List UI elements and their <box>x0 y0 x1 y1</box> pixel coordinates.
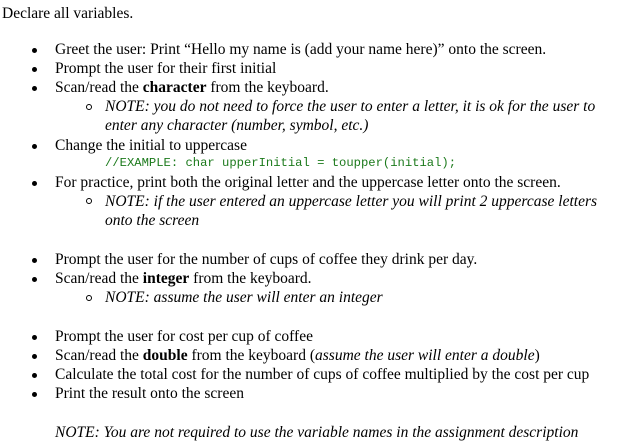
bullet-icon <box>32 86 37 91</box>
bullet-icon <box>32 144 37 149</box>
list-item-scan-integer <box>55 269 312 288</box>
bullet-icon <box>32 181 37 186</box>
scan-char-text-end: from the keyboard. <box>206 79 329 96</box>
scan-double-keyword: double <box>142 347 188 364</box>
sub-bullet-icon <box>86 198 92 204</box>
sub-bullet-icon <box>86 295 92 301</box>
list-item-calculate: Calculate the total cost for the number of cups of coffee multiplied by the cost per cup <box>55 366 590 383</box>
note-uppercase-line2: onto the screen <box>105 212 200 229</box>
scan-double-text: Scan/read the <box>55 347 143 364</box>
scan-int-keyword: integer <box>142 270 190 287</box>
list-item-practice: For practice, print both the original letter and the uppercase letter onto the screen. <box>55 174 561 191</box>
scan-int-text: Scan/read the <box>55 270 143 287</box>
bullet-icon <box>32 258 37 263</box>
note-uppercase-line1: NOTE: if the user entered an uppercase letter you will print 2 uppercase letters <box>105 193 598 210</box>
scan-int-text-end: from the keyboard. <box>189 270 312 287</box>
bullet-icon <box>32 373 37 378</box>
list-item-prompt-initial: Prompt the user for their first initial <box>55 60 277 77</box>
bullet-icon <box>32 335 37 340</box>
scan-char-keyword: character <box>142 79 207 96</box>
heading: Declare all variables. <box>2 5 134 22</box>
list-item-prompt-cups: Prompt the user for the number of cups of coffee they drink per day. <box>55 251 478 268</box>
scan-char-text: Scan/read the <box>55 79 143 96</box>
note-integer: NOTE: assume the user will enter an integer <box>105 289 383 306</box>
sub-bullet-icon <box>86 104 92 110</box>
list-item-greet: Greet the user: Print “Hello my name is (add your name here)” onto the screen. <box>55 41 547 58</box>
list-item-uppercase: Change the initial to uppercase <box>55 137 247 154</box>
list-item-prompt-cost: Prompt the user for cost per cup of coffee <box>55 328 313 345</box>
note-character-line1: NOTE: you do not need to force the user to enter a letter, it is ok for the user to <box>105 98 596 115</box>
footer-note: NOTE: You are not required to use the variable names in the assignment description <box>55 424 579 441</box>
bullet-icon <box>32 354 37 359</box>
scan-double-text-end: ) <box>534 347 540 364</box>
bullet-icon <box>32 48 37 53</box>
list-item-scan-double <box>55 346 540 365</box>
bullet-icon <box>32 392 37 397</box>
example-code: //EXAMPLE: char upperInitial = toupper(initial); <box>105 156 457 170</box>
bullet-icon <box>32 277 37 282</box>
scan-double-text-mid: from the keyboard ( <box>187 347 316 364</box>
list-item-scan-character <box>55 78 329 97</box>
bullet-icon <box>32 67 37 72</box>
list-item-print-result: Print the result onto the screen <box>55 385 244 402</box>
note-character-line2: enter any character (number, symbol, etc.) <box>105 117 369 134</box>
scan-double-assumption: assume the user will enter a double <box>315 347 535 364</box>
